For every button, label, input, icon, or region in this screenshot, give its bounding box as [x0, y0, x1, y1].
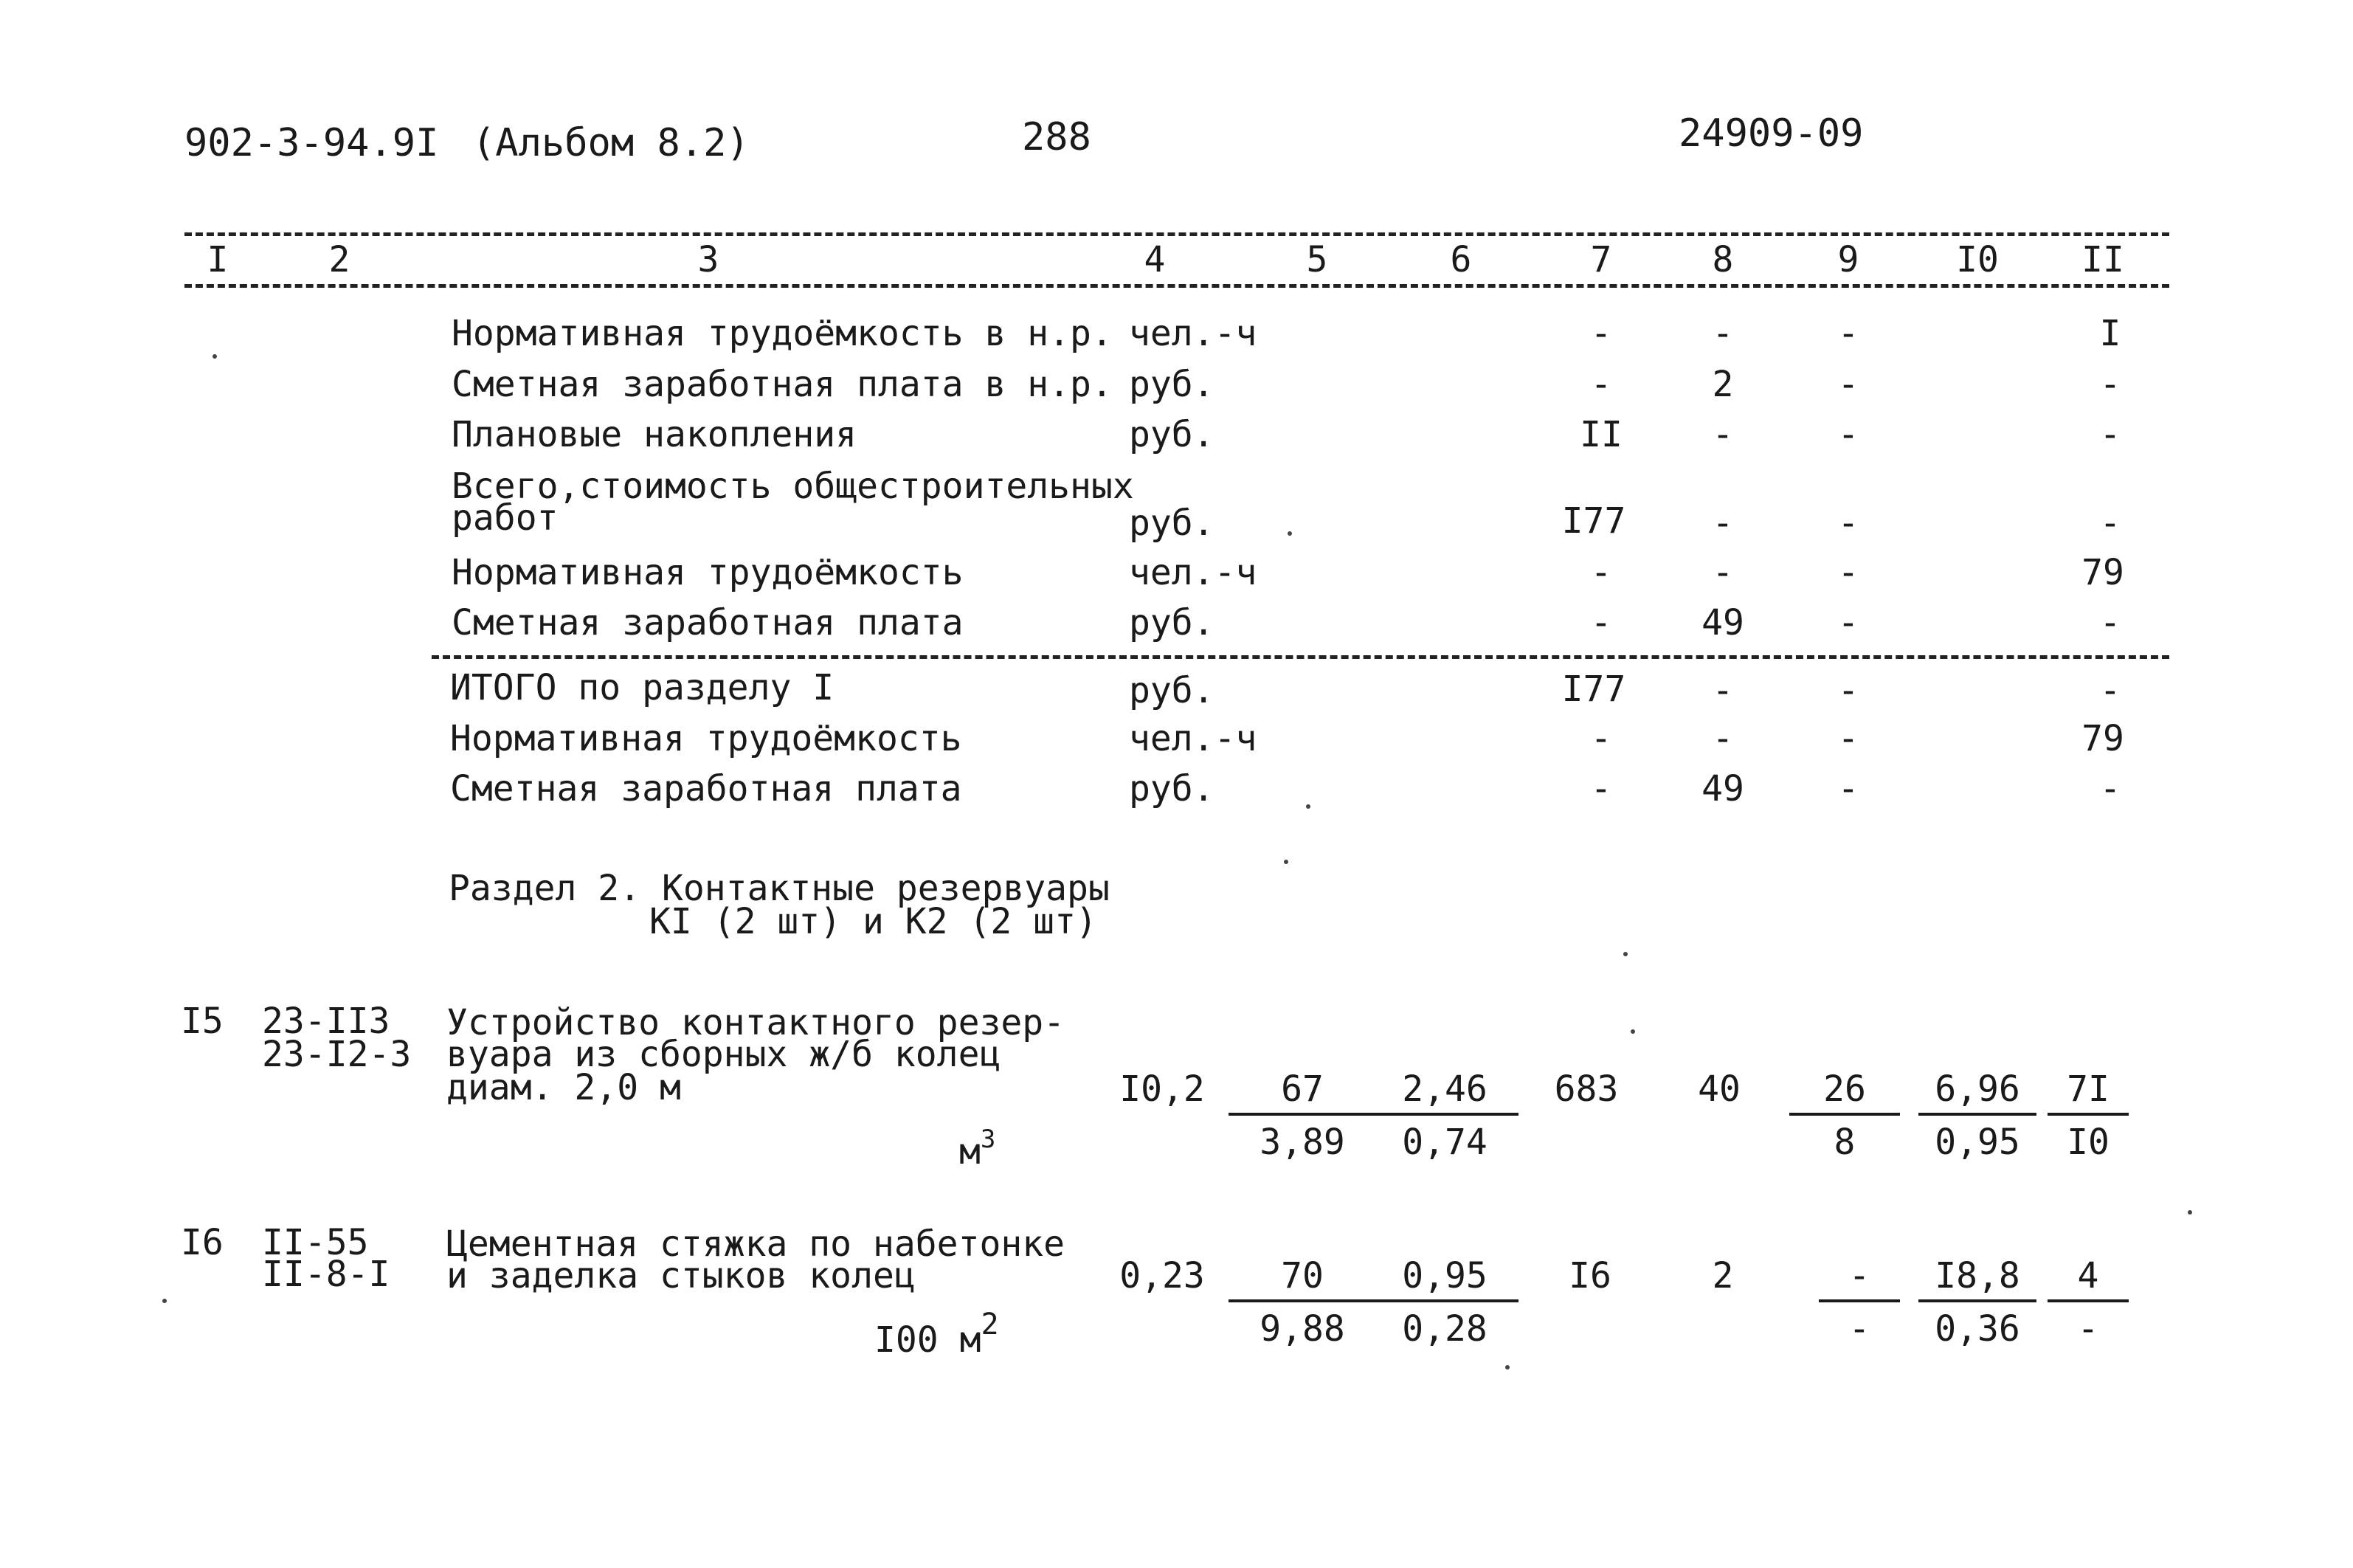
- row-col9: -: [1837, 552, 1859, 593]
- row-name: Сметная заработная плата в н.р.: [452, 364, 1113, 405]
- row-name: Нормативная трудоёмкость: [450, 718, 962, 759]
- scan-speck: [162, 1299, 167, 1303]
- item-unit: [959, 1127, 995, 1170]
- row-col11: -: [2099, 602, 2121, 643]
- row-unit: чел.-ч: [1129, 552, 1257, 593]
- col-header-7: 7: [1590, 239, 1612, 280]
- item-col6-top: 0,95: [1371, 1258, 1518, 1302]
- item-code: II-55: [262, 1222, 369, 1263]
- row-unit: чел.-ч: [1129, 313, 1257, 354]
- row-col8: -: [1712, 552, 1734, 593]
- item-number: I5: [181, 1001, 224, 1042]
- section2-title-line1: Раздел 2. Контактные резервуары: [449, 868, 1110, 909]
- col-header-1: I: [207, 239, 229, 280]
- page-number: 288: [1022, 115, 1091, 159]
- row-col7: -: [1590, 313, 1612, 354]
- row-col8: -: [1712, 313, 1734, 354]
- row-name: Сметная заработная плата: [452, 602, 964, 643]
- item-col11: [2048, 1255, 2129, 1350]
- row-col7: -: [1590, 768, 1612, 809]
- row-unit: руб.: [1129, 602, 1214, 643]
- item-col11: [2048, 1068, 2129, 1163]
- item-col5-bottom: 9,88: [1260, 1308, 1345, 1350]
- row-col9: -: [1837, 670, 1859, 711]
- header-bottom-rule: [184, 284, 2169, 288]
- row-col9: -: [1837, 602, 1859, 643]
- row-name: Нормативная трудоёмкость в н.р.: [452, 313, 1113, 354]
- row-col11: I: [2099, 313, 2121, 354]
- item-col6: [1371, 1255, 1518, 1350]
- item-col5-top: 70: [1229, 1258, 1376, 1302]
- item-unit-exponent: 3: [980, 1125, 996, 1154]
- section2-title-line2: КI (2 шт) и К2 (2 шт): [649, 901, 1097, 942]
- item-col9-bottom: 8: [1834, 1122, 1856, 1163]
- item-unit-text: м: [959, 1131, 981, 1172]
- row-col8: -: [1712, 502, 1734, 544]
- item-col5: [1229, 1255, 1376, 1350]
- row-col9: -: [1837, 718, 1859, 759]
- col-header-6: 6: [1450, 239, 1472, 280]
- row-col7: II: [1580, 414, 1623, 455]
- row-col8: -: [1712, 670, 1734, 711]
- scan-speck: [1623, 952, 1628, 956]
- item-description: Цементная стяжка по набетонке: [446, 1223, 1065, 1265]
- item-col10-top: 6,96: [1918, 1071, 2036, 1116]
- row-col9: -: [1837, 313, 1859, 354]
- item-col9: [1789, 1068, 1900, 1163]
- item-col9-top: 26: [1789, 1071, 1900, 1116]
- row-col7: -: [1590, 552, 1612, 593]
- item-description: вуара из сборных ж/б колец: [446, 1034, 1001, 1075]
- item-col9-bottom: -: [1848, 1308, 1870, 1350]
- scan-speck: [2188, 1210, 2192, 1215]
- col-header-9: 9: [1837, 239, 1859, 280]
- scan-speck: [1288, 531, 1292, 536]
- row-col8: -: [1712, 718, 1734, 759]
- row-col9: -: [1837, 414, 1859, 455]
- row-name: Нормативная трудоёмкость: [452, 552, 964, 593]
- row-unit: руб.: [1129, 768, 1214, 809]
- row-col7: -: [1590, 364, 1612, 405]
- item-unit: [874, 1308, 999, 1361]
- item-number: I6: [181, 1222, 224, 1263]
- scan-speck: [1306, 804, 1310, 809]
- row-col9: -: [1837, 364, 1859, 405]
- row-col8: 49: [1701, 768, 1744, 809]
- item-col7: 683: [1554, 1068, 1619, 1110]
- row-col9: -: [1837, 768, 1859, 809]
- row-col8: -: [1712, 414, 1734, 455]
- item-col9-top: -: [1819, 1258, 1900, 1302]
- item-code: 23-I2-3: [262, 1034, 412, 1075]
- item-col6-bottom: 0,28: [1402, 1308, 1488, 1350]
- item-col10-bottom: 0,95: [1935, 1122, 2020, 1163]
- row-col7: -: [1590, 602, 1612, 643]
- header-top-rule: [184, 232, 2169, 236]
- item-col11-bottom: I0: [2067, 1122, 2110, 1163]
- row-col7: -: [1590, 718, 1612, 759]
- scan-speck: [1505, 1365, 1510, 1370]
- row-col7: I77: [1561, 669, 1626, 710]
- item-description: диам. 2,0 м: [446, 1067, 681, 1108]
- item-col6-bottom: 0,74: [1402, 1122, 1488, 1163]
- row-col11: -: [2099, 768, 2121, 809]
- item-col8: 40: [1698, 1068, 1741, 1110]
- row-unit: руб.: [1129, 502, 1214, 544]
- item-col10: [1918, 1255, 2036, 1350]
- row-col8: 2: [1712, 364, 1734, 405]
- document-number: 24909-09: [1679, 111, 1864, 156]
- item-col6-top: 2,46: [1371, 1071, 1518, 1116]
- row-col11: 79: [2081, 552, 2124, 593]
- row-unit: руб.: [1129, 364, 1214, 405]
- item-quantity: 0,23: [1119, 1255, 1205, 1296]
- scan-speck: [1631, 1029, 1635, 1034]
- row-col9: -: [1837, 502, 1859, 544]
- item-code: II-8-I: [262, 1254, 390, 1295]
- item-unit-exponent: 2: [981, 1308, 999, 1341]
- item-col11-top: 4: [2048, 1258, 2129, 1302]
- row-col11: 79: [2081, 718, 2124, 759]
- item-col8: 2: [1712, 1255, 1734, 1296]
- item-col9: [1819, 1255, 1900, 1350]
- col-header-3: 3: [697, 239, 719, 280]
- row-col11: -: [2099, 670, 2121, 711]
- item-description: Устройство контактного резер-: [446, 1002, 1065, 1043]
- row-name: Сметная заработная плата: [450, 768, 962, 809]
- item-unit-text: I00 м: [874, 1319, 981, 1361]
- row-col8: 49: [1701, 602, 1744, 643]
- item-col6: [1371, 1068, 1518, 1163]
- item-col5-bottom: 3,89: [1260, 1122, 1345, 1163]
- row-col11: -: [2099, 364, 2121, 405]
- item-col10: [1918, 1068, 2036, 1163]
- scan-speck: [213, 354, 217, 359]
- row-unit: руб.: [1129, 670, 1214, 711]
- item-col11-top: 7I: [2048, 1071, 2129, 1116]
- item-col5-top: 67: [1229, 1071, 1376, 1116]
- item-col10-bottom: 0,36: [1935, 1308, 2020, 1350]
- row-name-line1: Всего,стоимость общестроительных: [452, 466, 1134, 507]
- col-header-11: II: [2081, 239, 2124, 280]
- item-description: и заделка стыков колец: [446, 1255, 916, 1296]
- totals-rule: [432, 655, 2169, 659]
- item-col5: [1229, 1068, 1376, 1163]
- scan-speck: [1284, 860, 1288, 864]
- item-col7: I6: [1569, 1255, 1611, 1296]
- row-unit: чел.-ч: [1129, 718, 1257, 759]
- item-quantity: I0,2: [1119, 1068, 1205, 1110]
- item-code: 23-II3: [262, 1001, 390, 1042]
- item-col11-bottom: -: [2077, 1308, 2099, 1350]
- col-header-8: 8: [1712, 239, 1734, 280]
- row-name: ИТОГО по разделу I: [450, 667, 835, 708]
- item-col10-top: I8,8: [1918, 1258, 2036, 1302]
- row-col7: I77: [1561, 500, 1626, 542]
- col-header-4: 4: [1144, 239, 1166, 280]
- document-code: 902-3-94.9I: [184, 121, 439, 165]
- row-name-line2: работ: [452, 497, 559, 539]
- album-label: (Альбом 8.2): [472, 121, 750, 165]
- col-header-2: 2: [328, 239, 350, 280]
- row-name: Плановые накопления: [452, 414, 857, 455]
- row-col11: -: [2099, 414, 2121, 455]
- col-header-10: I0: [1956, 239, 1999, 280]
- col-header-5: 5: [1306, 239, 1328, 280]
- row-col11: -: [2099, 502, 2121, 544]
- row-unit: руб.: [1129, 414, 1214, 455]
